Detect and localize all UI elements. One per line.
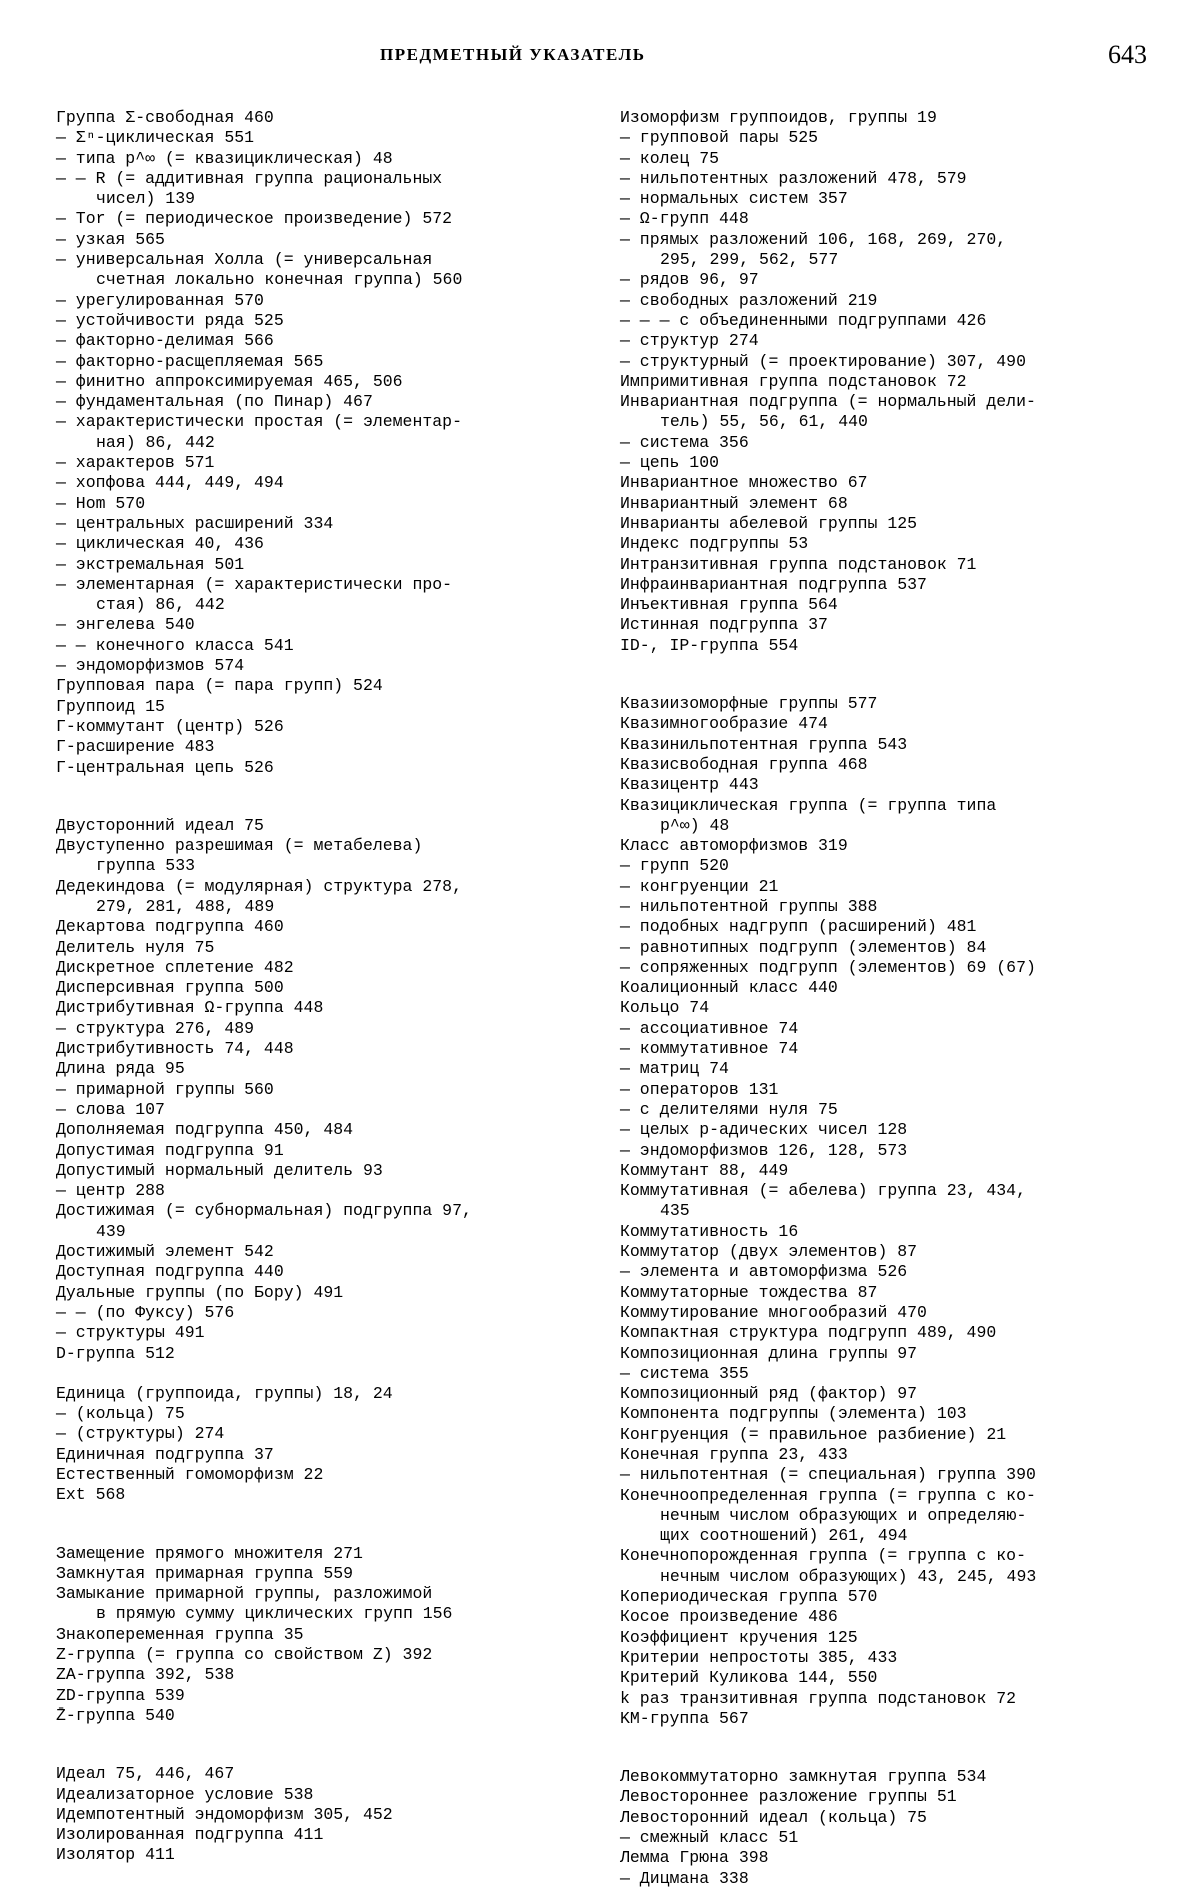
index-entry: — подобных надгрупп (расширений) 481 <box>620 917 977 937</box>
index-entry: Конечная группа 23, 433 <box>620 1445 848 1464</box>
index-entry: D-группа 512 <box>56 1343 175 1363</box>
index-entry: Изоморфизм группоидов, группы 19 <box>620 108 937 127</box>
index-entry: — (структуры) 274 <box>56 1424 225 1444</box>
index-entry: — — R (= аддитивная группа рациональных <box>56 168 443 188</box>
index-entry: — групповой пары 525 <box>620 128 819 148</box>
index-entry: — эндоморфизмов 126, 128, 573 <box>620 1140 908 1160</box>
running-header-title: ПРЕДМЕТНЫЙ УКАЗАТЕЛЬ <box>380 45 646 64</box>
index-entry: Г-расширение 483 <box>56 737 215 757</box>
index-entry: Коммутативная (= абелева) группа 23, 434, <box>620 1181 1026 1201</box>
index-entry: Конгруенция (= правильное разбиение) 21 <box>620 1424 1007 1444</box>
index-entry: Интранзитивная группа подстановок 71 <box>620 554 977 574</box>
index-entry: — экстремальная 501 <box>56 554 245 574</box>
index-entry: — — (по Фуксу) 576 <box>56 1302 235 1322</box>
index-entry: Замыкание примарной группы, разложимой <box>56 1584 433 1604</box>
index-entry: Знакопеременная группа 35 <box>56 1624 304 1644</box>
section-gap <box>620 656 1150 694</box>
index-entry: — система 355 <box>620 1363 749 1383</box>
index-entry: Ext 568 <box>56 1485 126 1505</box>
index-entry: — смежный класс 51 <box>620 1828 799 1848</box>
index-entry: Квазимногообразие 474 <box>620 714 828 734</box>
index-column-right <box>620 108 1150 1889</box>
index-entry: Инвариантное множество 67 <box>620 473 868 493</box>
index-entry: — Hom 570 <box>56 493 146 513</box>
index-entry: Изолятор 411 <box>56 1845 175 1865</box>
index-entry: Импримитивная группа подстановок 72 <box>620 371 967 391</box>
index-entry: Компактная структура подгрупп 489, 490 <box>620 1323 997 1343</box>
index-entry: — структуры 491 <box>56 1323 205 1343</box>
index-entry-continuation: стая) 86, 442 <box>96 595 225 615</box>
index-column-left <box>56 108 586 1866</box>
index-entry: — факторно-расщепляемая 565 <box>56 351 324 371</box>
index-entry: — урегулированная 570 <box>56 290 264 310</box>
index-entry: — примарной группы 560 <box>56 1079 274 1099</box>
index-entry: Квазисвободная группа 468 <box>620 754 868 774</box>
index-entry: Z-группа (= группа со свойством Z) 392 <box>56 1645 433 1665</box>
index-entry: Z̄-группа 540 <box>56 1705 175 1725</box>
index-entry: Левосторонний идеал (кольца) 75 <box>620 1807 927 1827</box>
index-entry: Коммутаторные тождества 87 <box>620 1282 878 1302</box>
index-entry-continuation: ная) 86, 442 <box>96 432 215 452</box>
index-entry: — структурный (= проектирование) 307, 490 <box>620 351 1026 371</box>
index-entry: Г-центральная цепь 526 <box>56 757 274 777</box>
index-entry: Инвариантная подгруппа (= нормальный дели- <box>620 392 1036 412</box>
index-entry: Замещение прямого множителя 271 <box>56 1543 363 1563</box>
index-entry: — типа p^∞ (= квазициклическая) 48 <box>56 148 393 168</box>
index-entry: Коалиционный класс 440 <box>620 978 838 998</box>
index-entry: — Σⁿ-циклическая 551 <box>56 128 255 148</box>
section-gap <box>56 778 586 816</box>
index-entry: Единичная подгруппа 37 <box>56 1444 274 1464</box>
index-entry-continuation: счетная локально конечная группа) 560 <box>96 270 463 290</box>
index-entry: — Дицмана 338 <box>620 1868 749 1888</box>
index-entry-continuation: нечным числом образующих) 43, 245, 493 <box>660 1566 1037 1586</box>
index-entry: Делитель нуля 75 <box>56 937 215 957</box>
index-entry: — операторов 131 <box>620 1079 779 1099</box>
index-entry: Квазиизоморфные группы 577 <box>620 694 878 714</box>
index-entry: — фундаментальная (по Пинар) 467 <box>56 392 373 412</box>
index-entry: Дедекиндова (= модулярная) структура 278, <box>56 876 462 896</box>
index-entry: Инъективная группа 564 <box>620 595 838 615</box>
index-entry: Инвариантный элемент 68 <box>620 493 848 513</box>
index-entry: — конгруенции 21 <box>620 876 779 896</box>
index-entry: ZA-группа 392, 538 <box>56 1665 235 1685</box>
index-entry: Компонента подгруппы (элемента) 103 <box>620 1404 967 1424</box>
index-entry: Квазинильпотентная группа 543 <box>620 734 908 754</box>
index-entry: Естественный гомоморфизм 22 <box>56 1465 324 1484</box>
index-entry: — хопфова 444, 449, 494 <box>56 473 284 493</box>
index-entry: Копериодическая группа 570 <box>620 1587 878 1607</box>
index-entry: — Tor (= периодическое произведение) 572 <box>56 209 453 229</box>
index-entry: Левокоммутаторно замкнутая группа 534 <box>620 1767 987 1787</box>
index-entry: Коммутант 88, 449 <box>620 1160 789 1180</box>
index-entry: ZD-группа 539 <box>56 1685 185 1705</box>
index-entry: Идеализаторное условие 538 <box>56 1784 314 1804</box>
index-entry: Левостороннее разложение группы 51 <box>620 1787 957 1807</box>
index-entry: Идемпотентный эндоморфизм 305, 452 <box>56 1804 393 1824</box>
index-entry: — равнотипных подгрупп (элементов) 84 <box>620 937 987 957</box>
index-entry: Критерии непростоты 385, 433 <box>620 1647 898 1667</box>
index-entry: Группа Σ-свободная 460 <box>56 108 274 127</box>
index-entry: Дистрибутивная Ω-группа 448 <box>56 998 324 1018</box>
index-entry: Коэффициент кручения 125 <box>620 1627 858 1647</box>
index-entry: — универсальная Холла (= универсальная <box>56 250 433 270</box>
index-entry-continuation: 439 <box>96 1221 126 1241</box>
index-entry: — — конечного класса 541 <box>56 635 294 655</box>
index-entry: — Ω-групп 448 <box>620 209 749 229</box>
section-gap <box>56 1726 586 1764</box>
index-entry: Коммутативность 16 <box>620 1221 799 1241</box>
index-entry: — система 356 <box>620 432 749 452</box>
index-entry: — цепь 100 <box>620 453 720 473</box>
index-entry: k раз транзитивная группа подстановок 72 <box>620 1688 1017 1708</box>
index-entry: Дуальные группы (по Бору) 491 <box>56 1282 344 1302</box>
index-entry-continuation: p^∞) 48 <box>660 815 730 835</box>
index-entry: — коммутативное 74 <box>620 1039 799 1059</box>
index-entry: Двусторонний идеал 75 <box>56 815 264 835</box>
index-entry: Критерий Куликова 144, 550 <box>620 1668 878 1688</box>
index-entry: — устойчивости ряда 525 <box>56 310 284 330</box>
index-entry: Класс автоморфизмов 319 <box>620 836 848 856</box>
index-entry: — прямых разложений 106, 168, 269, 270, <box>620 229 1007 249</box>
index-entry: Дополняемая подгруппа 450, 484 <box>56 1120 354 1140</box>
index-entry: Группоид 15 <box>56 696 165 716</box>
index-entry-continuation: чисел) 139 <box>96 189 196 209</box>
index-entry: — эндоморфизмов 574 <box>56 656 245 676</box>
index-entry: — элемента и автоморфизма 526 <box>620 1262 908 1282</box>
index-entry: — финитно аппроксимируемая 465, 506 <box>56 371 403 391</box>
index-entry: — нильпотентная (= специальная) группа 390 <box>620 1465 1036 1485</box>
index-entry: — матриц 74 <box>620 1059 729 1079</box>
index-entry: Кольцо 74 <box>620 998 710 1018</box>
index-entry: — узкая 565 <box>56 229 165 249</box>
index-entry: — центр 288 <box>56 1181 165 1201</box>
index-entry: — структура 276, 489 <box>56 1018 255 1038</box>
index-entry: — (кольца) 75 <box>56 1404 185 1424</box>
index-entry: Конечноопределенная группа (= группа с ко- <box>620 1485 1036 1505</box>
index-entry: — сопряженных подгрупп (элементов) 69 (67) <box>620 957 1036 977</box>
index-entry: Достижимый элемент 542 <box>56 1242 274 1262</box>
index-entry: Индекс подгруппы 53 <box>620 534 809 554</box>
index-entry-continuation: тель) 55, 56, 61, 440 <box>660 412 868 432</box>
index-entry: — слова 107 <box>56 1099 165 1119</box>
index-entry-continuation: щих соотношений) 261, 494 <box>660 1526 908 1546</box>
index-entry: Конечнопорожденная группа (= группа с ко- <box>620 1546 1026 1566</box>
index-entry: — факторно-делимая 566 <box>56 331 274 351</box>
index-entry-continuation: в прямую сумму циклических групп 156 <box>96 1604 453 1624</box>
index-entry: — колец 75 <box>620 148 720 168</box>
index-entry-continuation: нечным числом образующих и определяю- <box>660 1505 1027 1525</box>
index-entry: Лемма Грюна 398 <box>620 1848 769 1868</box>
index-entry: — групп 520 <box>620 856 729 876</box>
index-entry: Допустимый нормальный делитель 93 <box>56 1160 383 1180</box>
index-entry: Инфраинвариантная подгруппа 537 <box>620 574 927 594</box>
index-entry: — с делителями нуля 75 <box>620 1099 838 1119</box>
index-entry: — нормальных систем 357 <box>620 189 848 209</box>
index-entry: Допустимая подгруппа 91 <box>56 1140 284 1160</box>
index-entry: Коммутирование многообразий 470 <box>620 1302 927 1322</box>
index-entry: — характеров 571 <box>56 453 215 473</box>
index-entry: Дисперсивная группа 500 <box>56 978 284 998</box>
index-entry: Двуступенно разрешимая (= метабелева) <box>56 836 423 856</box>
index-entry: Дистрибутивность 74, 448 <box>56 1039 294 1059</box>
index-entry: Идеал 75, 446, 467 <box>56 1764 235 1784</box>
index-entry: Коммутатор (двух элементов) 87 <box>620 1242 918 1262</box>
index-entry: KM-группа 567 <box>620 1708 749 1728</box>
index-entry: — циклическая 40, 436 <box>56 534 264 554</box>
index-entry: Длина ряда 95 <box>56 1059 185 1079</box>
index-entry-continuation: группа 533 <box>96 856 196 876</box>
index-entry: — нильпотентной группы 388 <box>620 896 878 916</box>
index-entry: — ассоциативное 74 <box>620 1018 799 1038</box>
section-gap <box>56 1506 586 1544</box>
index-entry: — целых p-адических чисел 128 <box>620 1120 908 1140</box>
index-entry: Декартова подгруппа 460 <box>56 917 284 937</box>
section-gap <box>620 1729 1150 1767</box>
index-entry: Единица (группоида, группы) 18, 24 <box>56 1383 393 1403</box>
index-entry: Изолированная подгруппа 411 <box>56 1825 324 1845</box>
index-entry: Г-коммутант (центр) 526 <box>56 716 284 736</box>
index-entry: — центральных расширений 334 <box>56 513 334 533</box>
index-entry: — структур 274 <box>620 331 759 351</box>
index-entry: Доступная подгруппа 440 <box>56 1262 284 1282</box>
index-entry: ID-, IP-группа 554 <box>620 635 799 655</box>
index-entry: — свободных разложений 219 <box>620 290 878 310</box>
index-entry: Квазицентр 443 <box>620 775 759 795</box>
index-entry: Достижимая (= субнормальная) подгруппа 97, <box>56 1201 472 1221</box>
index-entry-continuation: 295, 299, 562, 577 <box>660 250 839 270</box>
index-entry: Дискретное сплетение 482 <box>56 957 294 977</box>
index-entry: Замкнутая примарная группа 559 <box>56 1563 354 1583</box>
index-entry: Косое произведение 486 <box>620 1607 838 1627</box>
index-entry: Инварианты абелевой группы 125 <box>620 513 918 533</box>
index-entry: — нильпотентных разложений 478, 579 <box>620 168 967 188</box>
index-entry: Групповая пара (= пара групп) 524 <box>56 676 383 696</box>
index-entry: Истинная подгруппа 37 <box>620 615 828 635</box>
index-entry: — рядов 96, 97 <box>620 270 759 290</box>
index-entry: Квазициклическая группа (= группа типа <box>620 795 997 815</box>
index-entry: Композиционная длина группы 97 <box>620 1343 918 1363</box>
index-entry: — энгелева 540 <box>56 615 195 635</box>
index-entry: — элементарная (= характеристически про- <box>56 574 453 594</box>
section-gap <box>56 1364 586 1384</box>
index-entry-continuation: 279, 281, 488, 489 <box>96 896 275 916</box>
index-entry: — — — с объединенными подгруппами 426 <box>620 310 987 330</box>
index-entry: — характеристически простая (= элементар- <box>56 412 462 432</box>
index-entry: Композиционный ряд (фактор) 97 <box>620 1384 918 1404</box>
index-entry-continuation: 435 <box>660 1201 690 1221</box>
page-number: 643 <box>1108 40 1147 69</box>
